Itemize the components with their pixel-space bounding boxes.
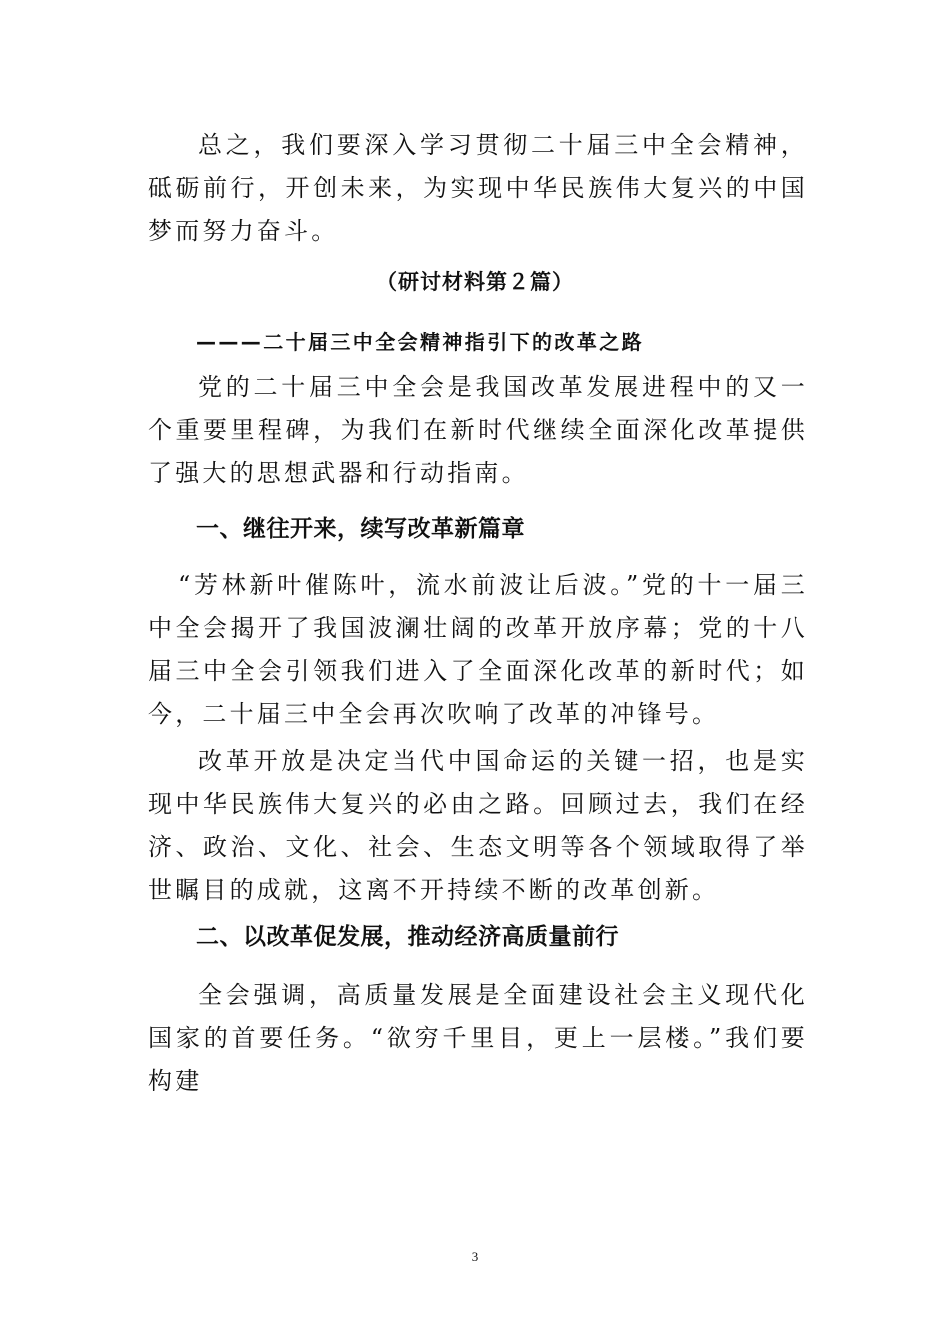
body-paragraph-3: 全会强调，高质量发展是全面建设社会主义现代化国家的首要任务。“欲穷千里目，更上一层楼。”我们要构建: [148, 981, 808, 1095]
body-paragraph-1-container: [148, 564, 808, 736]
closing-paragraph-container: [148, 124, 808, 253]
page-number: 3: [471, 1249, 479, 1264]
section-subtitle: （研讨材料第２篇）: [376, 270, 574, 294]
article-title: ———二十届三中全会精神指引下的改革之路: [196, 330, 644, 354]
section-heading-1: 一、继往开来，续写改革新篇章: [196, 516, 525, 542]
body-paragraph-2: 改革开放是决定当代中国命运的关键一招，也是实现中华民族伟大复兴的必由之路。回顾过去，我们在经济、政治、文化、社会、生态文明等各个领域取得了举世瞩目的成就，这离不开持续不断的改革创新。: [148, 747, 808, 904]
intro-paragraph: 党的二十届三中全会是我国改革发展进程中的又一个重要里程碑，为我们在新时代继续全面深化改革提供了强大的思想武器和行动指南。: [148, 373, 808, 487]
section-heading-2: 二、以改革促发展，推动经济高质量前行: [196, 924, 619, 950]
closing-paragraph: 总之，我们要深入学习贯彻二十届三中全会精神，砥砺前行，开创未来，为实现中华民族伟大复兴的中国梦而努力奋斗。: [148, 131, 808, 245]
body-paragraph-2-container: [148, 740, 808, 912]
body-paragraph-1: “芳林新叶催陈叶，流水前波让后波。”党的十一届三中全会揭开了我国波澜壮阔的改革开放序幕；党的十八届三中全会引领我们进入了全面深化改革的新时代；如今，二十届三中全会再次吹响了改革的冲锋号。: [148, 571, 808, 728]
intro-paragraph-container: [148, 366, 808, 495]
body-paragraph-3-container: [148, 974, 808, 1103]
